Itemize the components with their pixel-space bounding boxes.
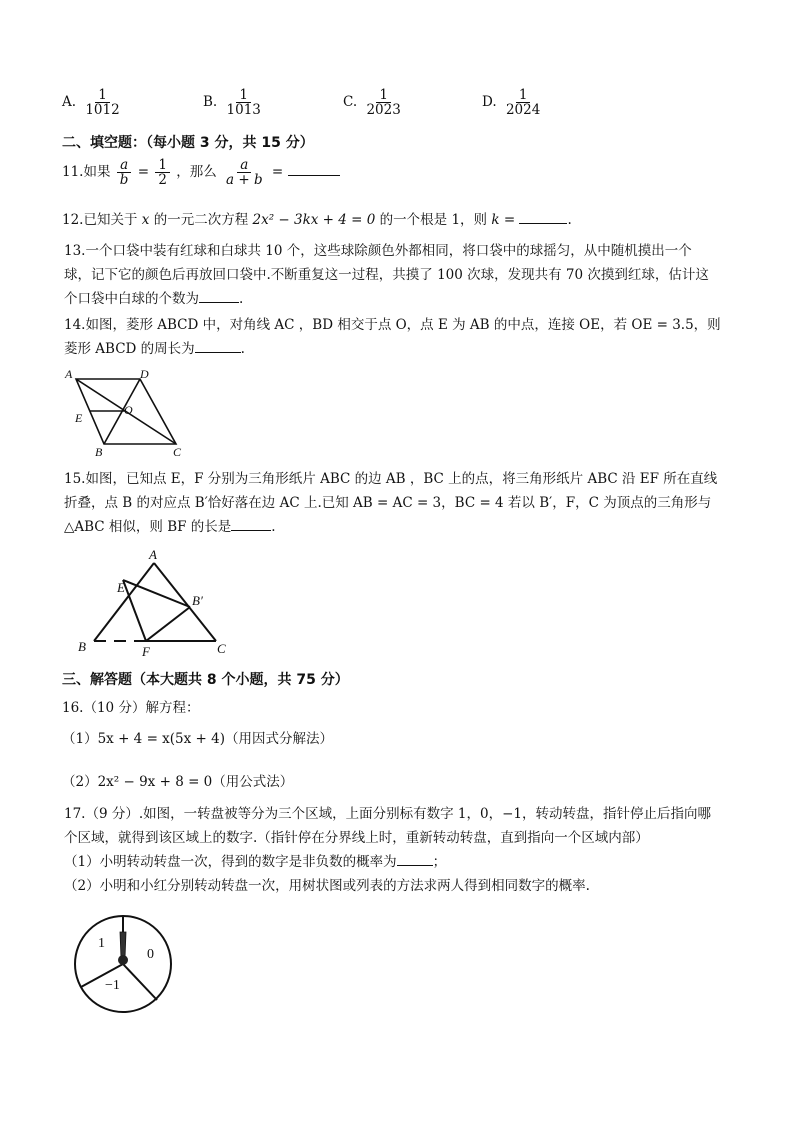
- option-c-label: C.: [343, 94, 358, 111]
- option-d-fraction: $\frac{1}{2024}$: [505, 87, 541, 119]
- q17-line-2: 个区域，就得到该区域上的数字.（指针停在分界线上时，重新转动转盘，直到指向一个区域内部）: [64, 830, 649, 846]
- question-12: 12.已知关于 x 的一元二次方程 2x² − 3kx + 4 = 0 的一个根是 1，则 k = .: [62, 208, 572, 228]
- q12-k: k =: [491, 212, 516, 228]
- option-c-fraction: $\frac{1}{2023}$: [366, 87, 401, 119]
- option-b-label: B.: [203, 94, 218, 111]
- q17-answer-blank[interactable]: [397, 852, 433, 867]
- q11-answer-blank[interactable]: [288, 162, 340, 177]
- option-b-fraction: $\frac{1}{1013}$: [226, 87, 261, 119]
- q14-line-1: 14.如图，菱形 ABCD 中，对角线 AC ，BD 相交于点 O，点 E 为 AB 的中点，连接 OE，若 OE = 3.5，则: [64, 317, 721, 333]
- option-c: [343, 88, 406, 117]
- option-a-fraction: $\frac{1}{1012}$: [85, 87, 120, 119]
- section-2-title: 二、填空题：（每小题 3 分，共 15 分）: [62, 135, 314, 151]
- label-b: B: [95, 445, 103, 458]
- q13-line-1: 13.一个口袋中装有红球和白球共 10 个，这些球除颜色外都相同，将口袋中的球摇匀，从中随机摸出一个: [64, 243, 692, 259]
- label-b-prime: B′: [192, 593, 203, 608]
- q16-heading: 16.（10 分）解方程：: [62, 700, 200, 716]
- label-b2: B: [78, 639, 86, 654]
- question-11: [62, 158, 340, 187]
- question-17: [64, 802, 734, 898]
- question-15: [64, 467, 734, 539]
- side-ac: [154, 563, 216, 641]
- q11-fraction-half: $\frac{1}{2}$: [155, 158, 170, 187]
- q11-prefix: 11.如果: [62, 164, 111, 181]
- q15-line-3: △ABC 相似，则 BF 的长是 .: [64, 515, 734, 539]
- q11-equals: =: [137, 164, 150, 181]
- q11-middle: ，那么: [176, 164, 217, 181]
- label-e2: E: [117, 580, 125, 595]
- q15-line-1: 15.如图，已知点 E，F 分别为三角形纸片 ABC 的边 AB ，BC 上的点，将三角形纸片 ABC 沿 EF 所在直线: [64, 471, 718, 487]
- q16-part-2: （2）2x² − 9x + 8 = 0（用公式法）: [62, 774, 294, 790]
- q13-line-2: 球，记下它的颜色后再放回口袋中.不断重复这一过程，共摸了 100 次球，发现共有 70 次摸到红球，估计这: [64, 267, 709, 283]
- q17-part-2: （2）小明和小红分别转动转盘一次，用树状图或列表的方法求两人得到相同数字的概率.: [64, 878, 590, 894]
- q12-middle: 的一元二次方程: [153, 212, 249, 228]
- q12-post: 的一个根是 1，则: [379, 212, 488, 228]
- rhombus-figure: [60, 366, 190, 458]
- q11-fraction-a-b: $\frac{a}{b}$: [117, 158, 132, 187]
- spinner-label-0: 0: [147, 947, 154, 962]
- option-b: [203, 88, 266, 117]
- label-a2: A: [149, 547, 157, 562]
- spinner-figure: [70, 910, 180, 1018]
- side-ab: [94, 563, 154, 641]
- label-o: O: [124, 403, 133, 417]
- q15-answer-blank[interactable]: [231, 517, 271, 532]
- spinner-label-minus1: −1: [105, 978, 120, 993]
- segment-eb2: [123, 580, 190, 607]
- option-d: [482, 88, 545, 117]
- label-a: A: [65, 367, 73, 381]
- q14-answer-blank[interactable]: [195, 339, 241, 354]
- q12-prefix: 12.已知关于: [62, 212, 138, 228]
- label-d: D: [140, 367, 149, 381]
- question-13: [64, 239, 734, 311]
- q17-line-1: 17.（9 分）.如图，一转盘被等分为三个区域，上面分别标有数字 1，0，−1，转动转盘，指针停止后指向哪: [64, 806, 712, 822]
- divider-right: [123, 964, 157, 1000]
- label-c: C: [173, 445, 182, 458]
- q13-answer-blank[interactable]: [199, 289, 239, 304]
- label-e: E: [75, 411, 83, 425]
- q11-equals-2: =: [271, 164, 284, 181]
- q16-part-1: （1）5x + 4 = x(5x + 4)（用因式分解法）: [62, 731, 334, 747]
- spinner-label-1: 1: [98, 936, 105, 951]
- q15-line-2: 折叠，点 B 的对应点 B′恰好落在边 AC 上.已知 AB = AC = 3，BC = 4 若以 B′，F，C 为顶点的三角形与: [64, 495, 712, 511]
- q17-part-1: （1）小明转动转盘一次，得到的数字是非负数的概率为 ；: [64, 850, 734, 874]
- q12-answer-blank[interactable]: [519, 210, 567, 225]
- option-d-label: D.: [482, 94, 497, 111]
- q13-line-3: 个口袋中白球的个数为 .: [64, 287, 734, 311]
- question-14: [64, 313, 734, 361]
- label-f: F: [142, 644, 150, 659]
- q12-equation: 2x² − 3kx + 4 = 0: [252, 212, 376, 228]
- label-c2: C: [217, 641, 226, 656]
- option-a-label: A.: [62, 94, 77, 111]
- section-3-title: 三、解答题（本大题共 8 个小题，共 75 分）: [62, 672, 349, 688]
- folded-triangle-figure: [60, 545, 240, 660]
- q11-fraction-target: $\frac{a}{a + b}$: [226, 157, 263, 189]
- option-a: [62, 88, 125, 117]
- segment-fb2: [146, 607, 190, 641]
- spinner-pointer[interactable]: [118, 932, 128, 965]
- q12-variable: x: [141, 212, 150, 228]
- q14-line-2: 菱形 ABCD 的周长为 .: [64, 337, 734, 361]
